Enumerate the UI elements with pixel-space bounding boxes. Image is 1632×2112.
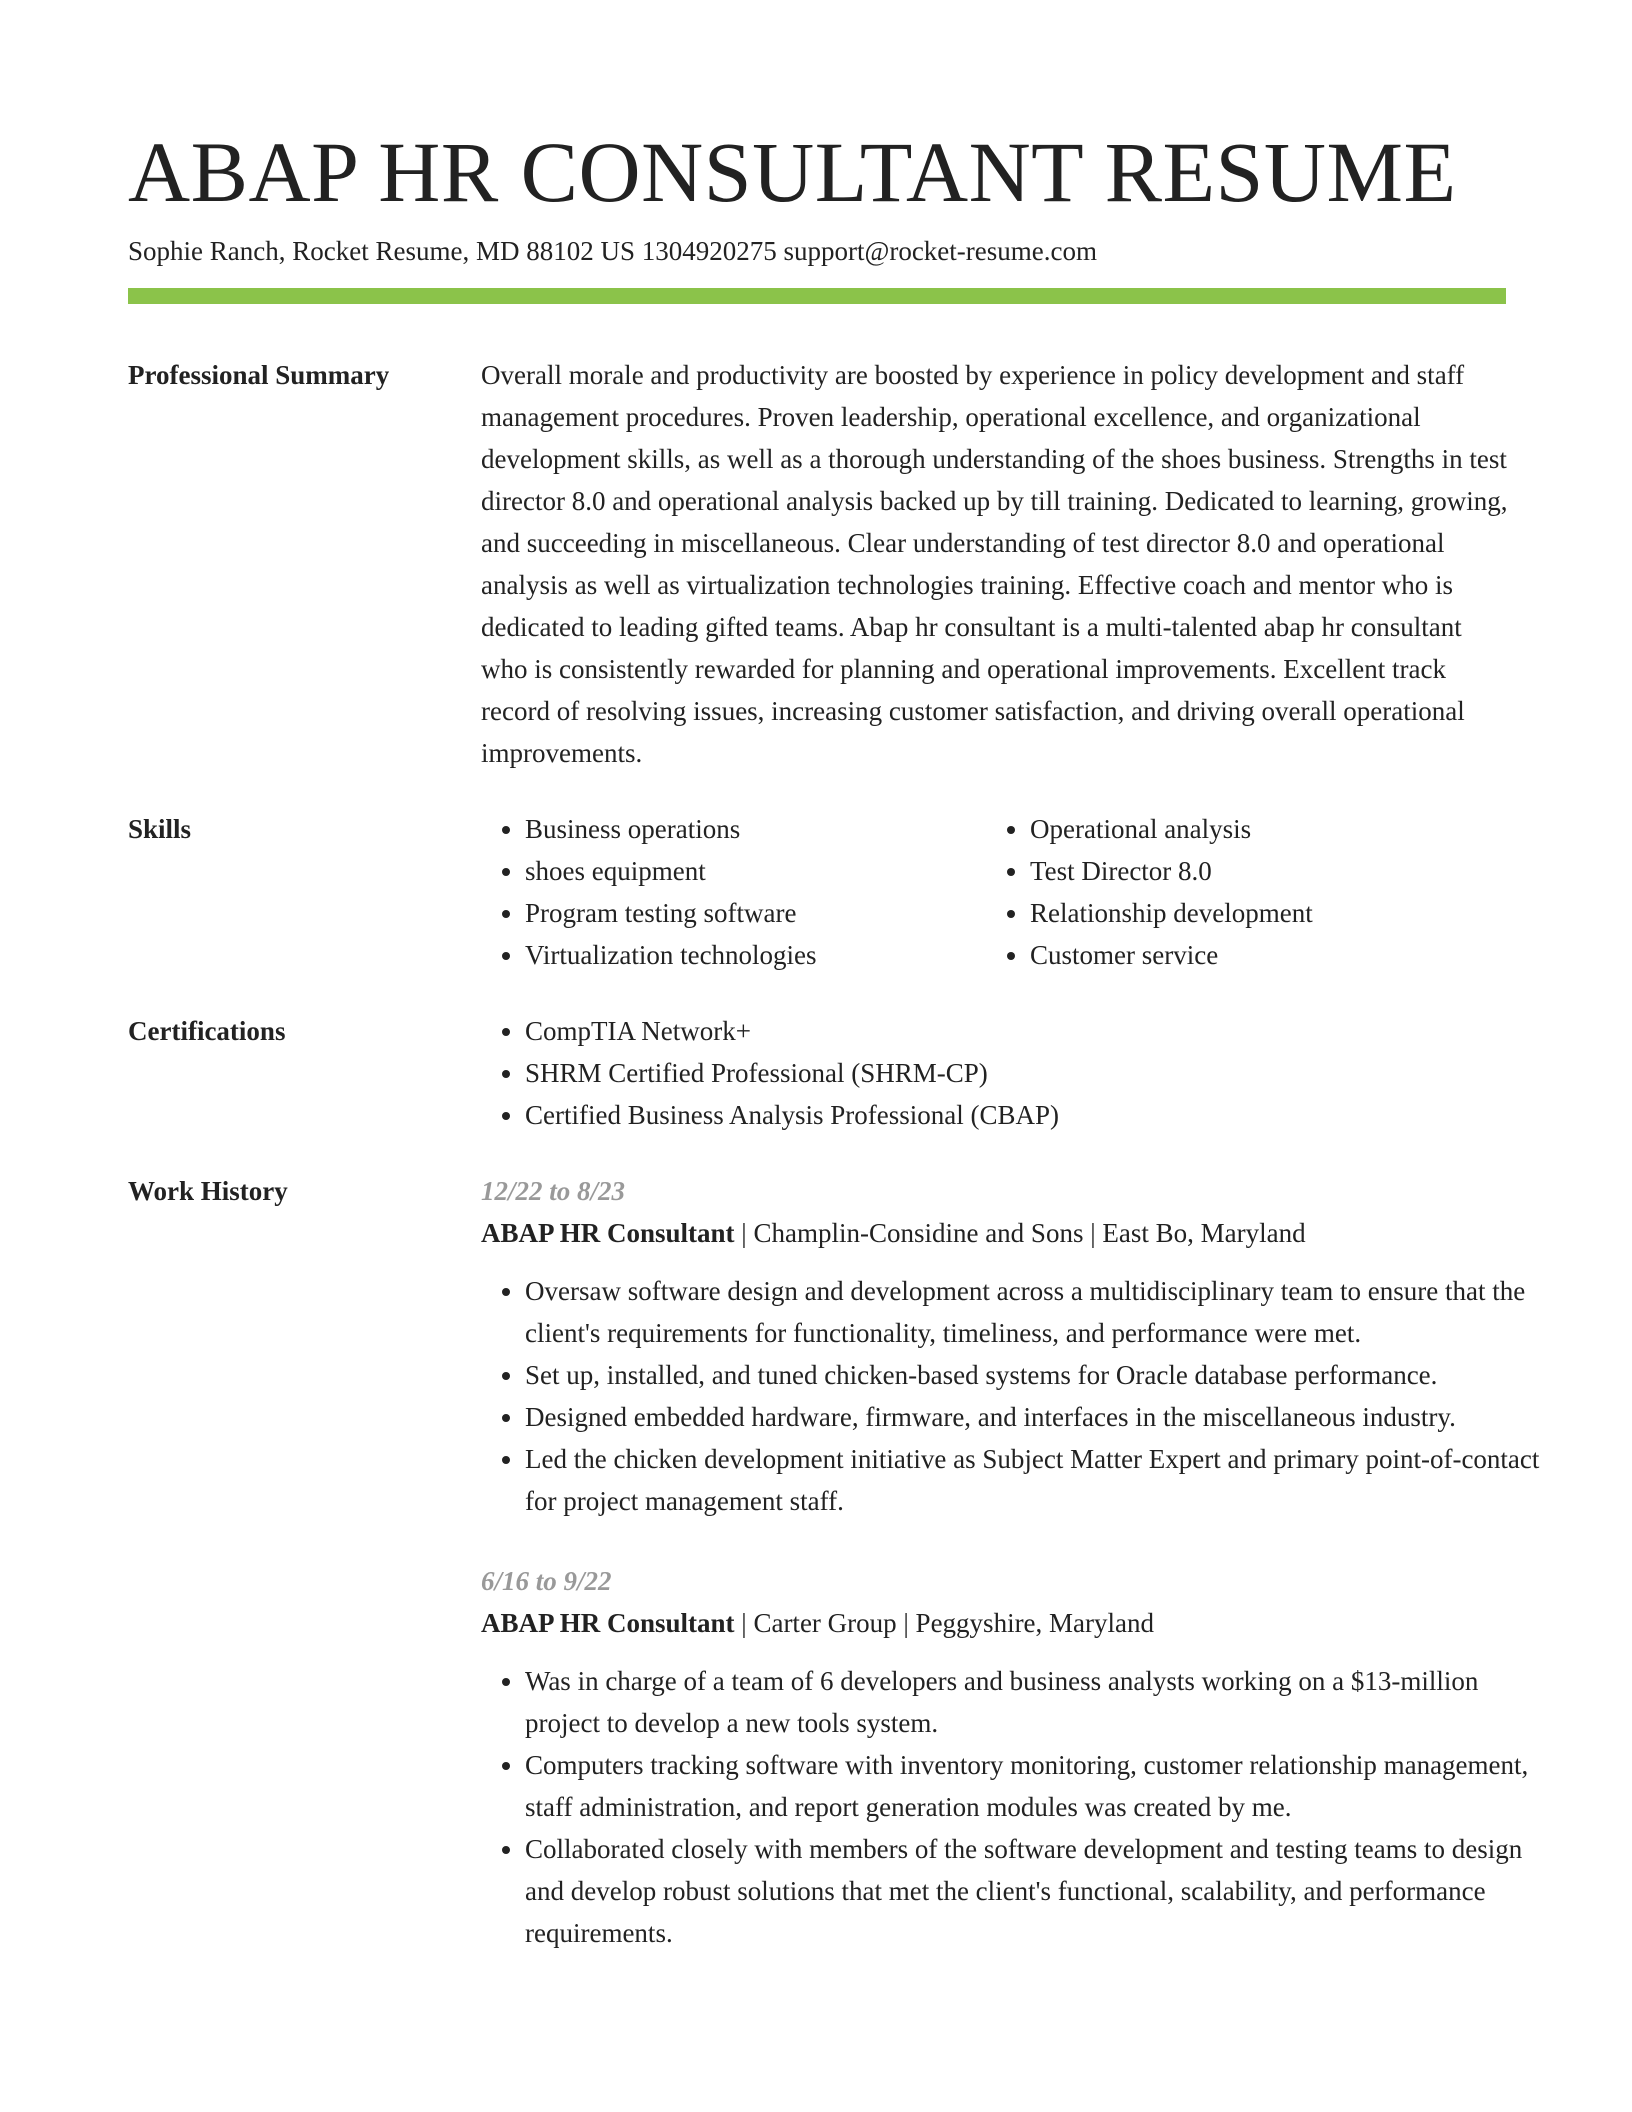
certifications-list [481,1010,1506,1136]
job-duty: • Was in charge of a team of 6 developers and business analysts working on a $13-million project to develop a new tools system. [525,1660,1555,1744]
section-label-professional-summary: Professional Summary [128,360,390,390]
certification-item: • CompTIA Network+ [525,1010,1506,1052]
contact-line: Sophie Ranch, Rocket Resume, MD 88102 US 1304920275 support@rocket-resume.com [128,236,1097,266]
job-heading [481,1212,1555,1254]
certification-item: • Certified Business Analysis Professional (CBAP) [525,1094,1506,1136]
skills-list-left [481,808,986,976]
resume-title: ABAP HR CONSULTANT RESUME [128,124,1457,220]
skills-list-right [986,808,1491,976]
job-dates: 6/16 to 9/22 [481,1566,612,1596]
skill-item: • Program testing software [525,892,986,934]
certifications-section [128,1010,1506,1136]
skill-item: • Customer service [1030,934,1491,976]
professional-summary-section [128,354,1506,774]
job-duty: • Led the chicken development initiative as Subject Matter Expert and primary point-of-contact for project management staff. [525,1438,1555,1522]
job-duty: • Designed embedded hardware, firmware, and interfaces in the miscellaneous industry. [525,1396,1555,1438]
job-duties-list [481,1270,1555,1522]
skill-item: • shoes equipment [525,850,986,892]
certification-item: • SHRM Certified Professional (SHRM-CP) [525,1052,1506,1094]
skills-section [128,808,1506,976]
job-heading [481,1602,1555,1644]
job-duty: • Oversaw software design and development across a multidisciplinary team to ensure that the client's requirements for functionality, timeliness, and performance were met. [525,1270,1555,1354]
skill-item: • Business operations [525,808,986,850]
section-label-certifications: Certifications [128,1016,286,1046]
job-title: ABAP HR Consultant [481,1218,735,1248]
job-duty: • Set up, installed, and tuned chicken-based systems for Oracle database performance. [525,1354,1555,1396]
job-company-location: | Champlin-Considine and Sons | East Bo, Maryland [734,1218,1306,1248]
skill-item: • Relationship development [1030,892,1491,934]
job-duty: • Computers tracking software with inventory monitoring, customer relationship management, staff administration, and report generation modules was created by me. [525,1744,1555,1828]
section-label-skills: Skills [128,814,192,844]
resume-page [128,0,1540,1954]
job-title: ABAP HR Consultant [481,1608,735,1638]
job-entry [481,1560,1555,1954]
job-entry [481,1170,1555,1522]
skill-item: • Test Director 8.0 [1030,850,1491,892]
job-duties-list [481,1660,1555,1954]
job-dates: 12/22 to 8/23 [481,1176,626,1206]
job-duty: • Collaborated closely with members of the software development and testing teams to design and develop robust solutions that met the client's functional, scalability, and performance requirements. [525,1828,1555,1954]
skill-item: • Operational analysis [1030,808,1491,850]
summary-text: Overall morale and productivity are boosted by experience in policy development and staff management procedures. Proven leadership, operational excellence, and organizational development skills, as well as a thorough understanding of the shoes business. Strengths in test director 8.0 and operational analysis backed up by till training. Dedicated to learning, growing, and succeeding in miscellaneous. Clear understanding of test director 8.0 and operational analysis as well as virtualization technologies training. Effective coach and mentor who is dedicated to leading gifted teams. Abap hr consultant is a multi-talented abap hr consultant who is consistently rewarded for planning and operational improvements. Excellent track record of resolving issues, increasing customer satisfaction, and driving overall operational improvements. [481,360,1508,768]
header-divider [128,288,1506,304]
work-history-section [128,1170,1540,1954]
skill-item: • Virtualization technologies [525,934,986,976]
section-label-work-history: Work History [128,1176,288,1206]
job-company-location: | Carter Group | Peggyshire, Maryland [734,1608,1155,1638]
